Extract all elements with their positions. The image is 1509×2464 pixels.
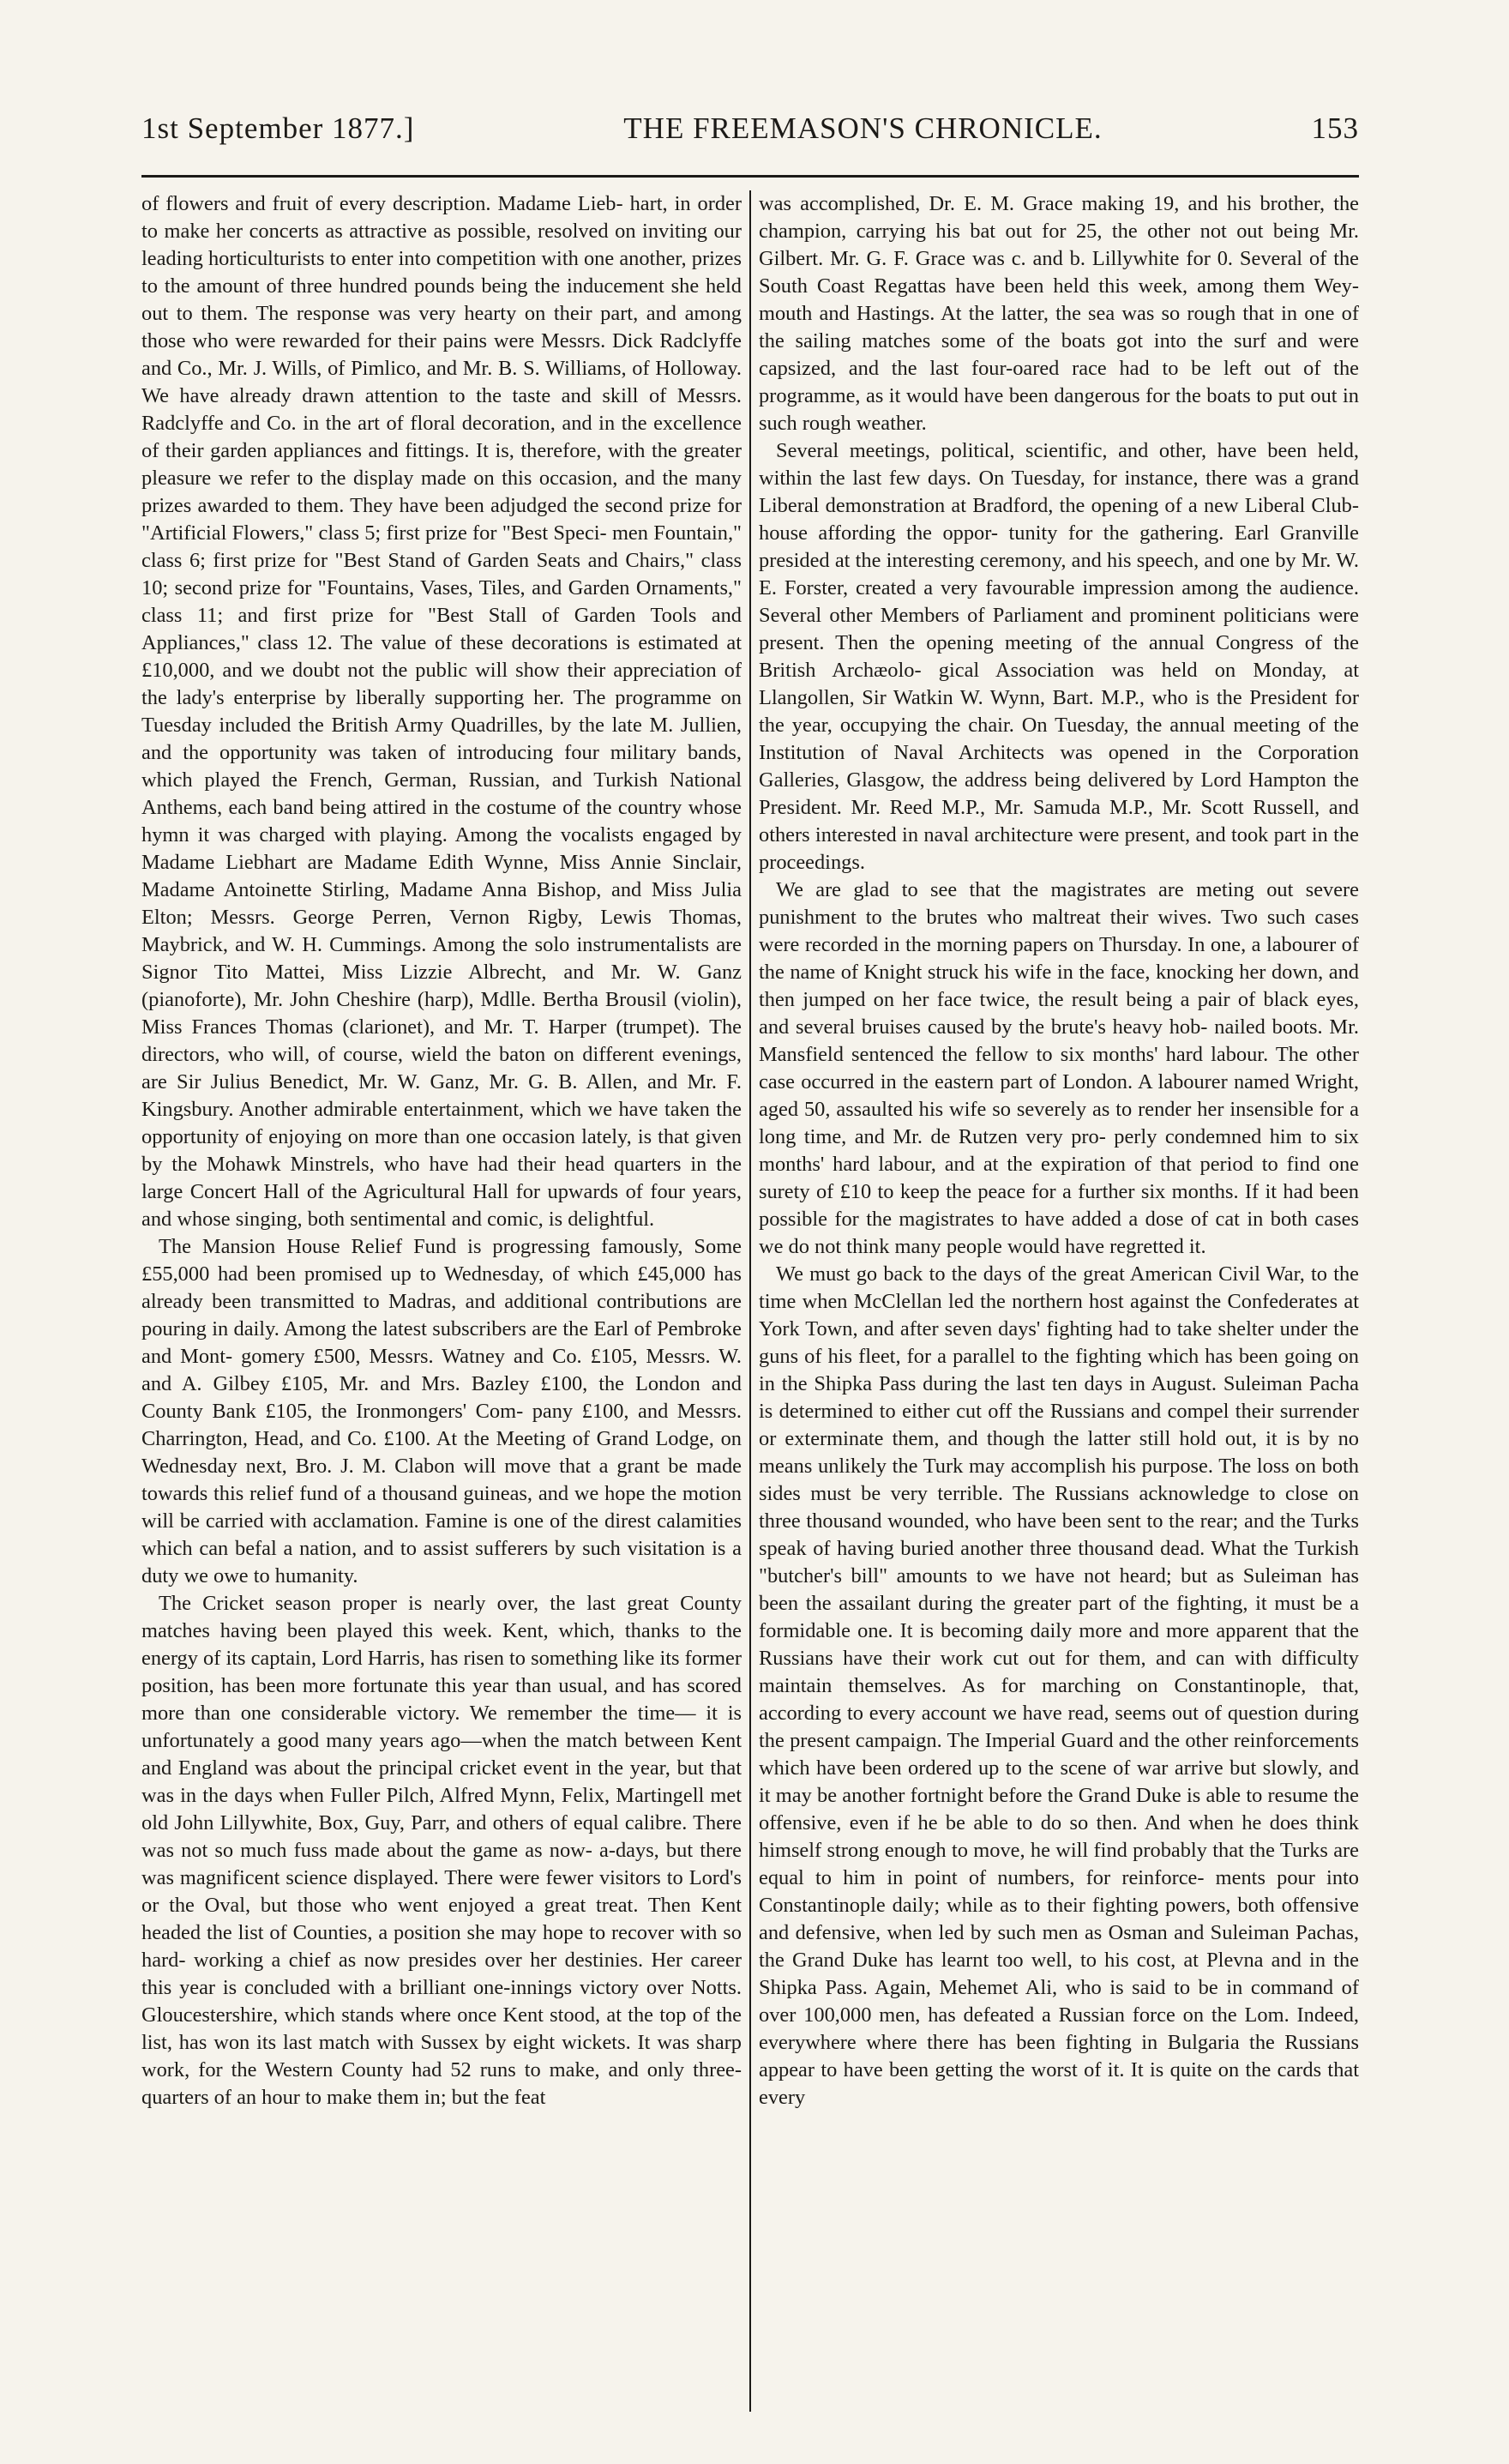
paragraph: The Cricket season proper is nearly over, the last great County matches having been played this week. Kent, which, thanks to the energy of its captain, Lord Harris, has risen to something like its former position, has been more fortunate this year than usual, and has scored more than one considerable victory. We remember the time— it is unfortunately a good many years ago—when the match between Kent and England was about the principal cricket event in the year, but that was in the days when Fuller Pilch, Alfred Mynn, Felix, Martingell met old John Lillywhite, Box, Guy, Parr, and others of equal calibre. There was not so much fuss made about the game as now- a-days, but there was magnificent science displayed. There were fewer visitors to Lord's or the Oval, but those who went enjoyed a great treat. Then Kent headed the list of Counties, a position she may hope to recover with so hard- working a chief as now presides over her destinies. Her career this year is concluded with a brilliant one-innings victory over Notts. Gloucestershire, which stands where once Kent stood, at the top of the list, has won its last match with Sussex by eight wickets. It was sharp work, for the Western County had 52 runs to make, and only three-quarters of an hour to make them in; but the feat [141,1592,742,2109]
article-columns [141,190,1359,2412]
page-header [141,111,1359,163]
right-column [759,190,1359,2412]
issue-date: 1st September 1877.] [141,111,415,145]
paragraph: of flowers and fruit of every description. Madame Lieb- hart, in order to make her concerts as attractive as possible, resolved on inviting our leading horticulturists to enter into competition with one another, prizes to the amount of three hundred pounds being the inducement she held out to them. The response was very hearty on their part, and among those who were rewarded for their pains were Messrs. Dick Radclyffe and Co., Mr. J. Wills, of Pimlico, and Mr. B. S. Williams, of Holloway. We have already drawn attention to the taste and skill of Messrs. Radclyffe and Co. in the art of floral decoration, and in the excellence of their garden appliances and fittings. It is, therefore, with the greater pleasure we refer to the display made on this occasion, and the many prizes awarded to them. They have been adjudged the second prize for "Artificial Flowers," class 5; first prize for "Best Speci- men Fountain," class 6; first prize for "Best Stand of Garden Seats and Chairs," class 10; second prize for "Fountains, Vases, Tiles, and Garden Ornaments," class 11; and first prize for "Best Stall of Garden Tools and Appliances," class 12. The value of these decorations is estimated at £10,000, and we doubt not the public will show their appreciation of the lady's enterprise by liberally supporting her. The programme on Tuesday included the British Army Quadrilles, by the late M. Jullien, and the opportunity was taken of introducing four military bands, which played the French, German, Russian, and Turkish National Anthems, each band being attired in the costume of the country whose hymn it was charged with playing. Among the vocalists engaged by Madame Liebhart are Madame Edith Wynne, Miss Annie Sinclair, Madame Antoinette Stirling, Madame Anna Bishop, and Miss Julia Elton; Messrs. George Perren, Vernon Rigby, Lewis Thomas, Maybrick, and W. H. Cummings. Among the solo instrumentalists are Signor Tito Mattei, Miss Lizzie Albrecht, and Mr. W. Ganz (pianoforte), Mr. John Cheshire (harp), Mdlle. Bertha Brousil (violin), Miss Frances Thomas (clarionet), and Mr. T. Harper (trumpet). The directors, who will, of course, wield the baton on different evenings, are Sir Julius Benedict, Mr. W. Ganz, Mr. G. B. Allen, and Mr. F. Kingsbury. Another admirable entertainment, which we have taken the opportunity of enjoying on more than one occasion lately, is that given by the Mohawk Minstrels, who have had their head quarters in the large Concert Hall of the Agricultural Hall for upwards of four years, and whose singing, both sentimental and comic, is delightful. [141,192,742,1231]
paragraph: We are glad to see that the magistrates are meting out severe punishment to the brutes who maltreat their wives. Two such cases were recorded in the morning papers on Thursday. In one, a labourer of the name of Knight struck his wife in the face, knocking her down, and then jumped on her face twice, the result being a pair of black eyes, and several bruises caused by the brute's heavy hob- nailed boots. Mr. Mansfield sentenced the fellow to six months' hard labour. The other case occurred in the eastern part of London. A labourer named Wright, aged 50, assaulted his wife so severely as to render her insensible for a long time, and Mr. de Rutzen very pro- perly condemned him to six months' hard labour, and at the expiration of that period to find one surety of £10 to keep the peace for a further six months. If it had been possible for the magistrates to have added a dose of cat in both cases we do not think many people would have regretted it. [759,878,1359,1258]
page-number: 153 [1311,111,1359,145]
paragraph: was accomplished, Dr. E. M. Grace making 19, and his brother, the champion, carrying his bat out for 25, the other not out being Mr. Gilbert. Mr. G. F. Grace was c. and b. Lillywhite for 0. Several of the South Coast Regattas have been held this week, among them Wey- mouth and Hastings. At the latter, the sea was so rough that in one of the sailing matches some of the boats got into the surf and were capsized, and the last four-oared race had to be left out of the programme, as it would have been dangerous for the boats to put out in such rough weather. [759,192,1359,435]
paragraph: The Mansion House Relief Fund is progressing famously, Some £55,000 had been promised up to Wednesday, of which £45,000 has already been transmitted to Madras, and additional contributions are pouring in daily. Among the latest subscribers are the Earl of Pembroke and Mont- gomery £500, Messrs. Watney and Co. £105, Messrs. W. and A. Gilbey £105, Mr. and Mrs. Bazley £100, the London and County Bank £105, the Ironmongers' Com- pany £100, and Messrs. Charrington, Head, and Co. £100. At the Meeting of Grand Lodge, on Wednesday next, Bro. J. M. Clabon will move that a grant be made towards this relief fund of a thousand guineas, and we hope the motion will be carried with acclamation. Famine is one of the direst calamities which can befal a nation, and to assist sufferers by such visitation is a duty we owe to humanity. [141,1235,742,1587]
left-column [141,190,742,2412]
column-divider [749,190,751,2412]
newspaper-page [141,111,1359,2427]
publication-title: THE FREEMASON'S CHRONICLE. [623,111,1103,145]
paragraph: We must go back to the days of the great American Civil War, to the time when McClellan led the northern host against the Confederates at York Town, and after seven days' fighting had to take shelter under the guns of his fleet, for a parallel to the fighting which has been going on in the Shipka Pass during the last ten days in August. Suleiman Pacha is determined to either cut off the Russians and compel their surrender or exterminate them, and though the latter still hold out, it is by no means unlikely the Turk may accomplish his purpose. The loss on both sides must be very terrible. The Russians acknowledge to close on three thousand wounded, who have been sent to the rear; and the Turks speak of having buried another three thousand dead. What the Turkish "butcher's bill" amounts to we have not heard; but as Suleiman has been the assailant during the greater part of the fighting, it must be a formidable one. It is becoming daily more and more apparent that the Russians have their work cut out for them, and can with difficulty maintain themselves. As for marching on Constantinople, that, according to every account we have read, seems out of question during the present campaign. The Imperial Guard and the other reinforcements which have been ordered up to the scene of war arrive but slowly, and it may be another fortnight before the Grand Duke is able to resume the offensive, even if he be able to do so then. And when he does think himself strong enough to move, he will find probably that the Turks are equal to him in point of numbers, for reinforce- ments pour into Constantinople daily; while as to their fighting powers, both offensive and defensive, when led by such men as Osman and Suleiman Pachas, the Grand Duke has learnt too well, to his cost, at Plevna and in the Shipka Pass. Again, Mehemet Ali, who is said to be in command of over 100,000 men, has defeated a Russian force on the Lom. Indeed, everywhere where there has been fighting in Bulgaria the Russians appear to have been getting the worst of it. It is quite on the cards that every [759,1262,1359,2109]
paragraph: Several meetings, political, scientific, and other, have been held, within the last few days. On Tuesday, for instance, there was a grand Liberal demonstration at Bradford, the opening of a new Liberal Club-house affording the oppor- tunity for the gathering. Earl Granville presided at the interesting ceremony, and his speech, and one by Mr. W. E. Forster, created a very favourable impression among the audience. Several other Members of Parliament and prominent politicians were present. Then the opening meeting of the annual Congress of the British Archæolo- gical Association was held on Monday, at Llangollen, Sir Watkin W. Wynn, Bart. M.P., who is the President for the year, occupying the chair. On Tuesday, the annual meeting of the Institution of Naval Architects was opened in the Corporation Galleries, Glasgow, the address being delivered by Lord Hampton the President. Mr. Reed M.P., Mr. Samuda M.P., Mr. Scott Russell, and others interested in naval architecture were present, and took part in the proceedings. [759,439,1359,874]
header-rule [141,175,1359,178]
